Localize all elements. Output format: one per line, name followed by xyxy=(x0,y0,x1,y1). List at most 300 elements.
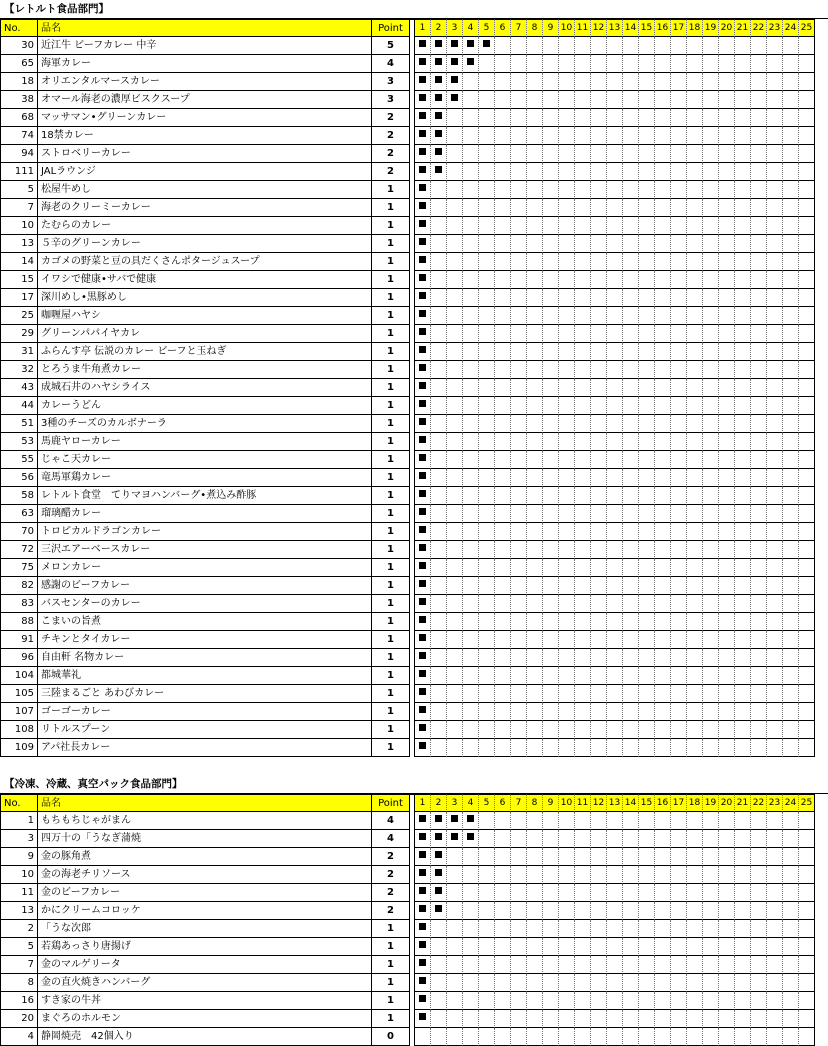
cell-tally[interactable] xyxy=(751,181,767,199)
cell-tally[interactable] xyxy=(527,199,543,217)
cell-tally[interactable] xyxy=(463,938,479,956)
cell-tally[interactable] xyxy=(623,37,639,55)
cell-tally[interactable] xyxy=(447,451,463,469)
cell-tally[interactable] xyxy=(751,73,767,91)
cell-tally[interactable] xyxy=(655,217,671,235)
cell-tally[interactable] xyxy=(719,235,735,253)
cell-tally[interactable] xyxy=(559,830,575,848)
cell-tally[interactable] xyxy=(591,685,607,703)
cell-tally[interactable] xyxy=(591,902,607,920)
cell-tally[interactable] xyxy=(639,848,655,866)
cell-tally[interactable] xyxy=(607,523,623,541)
cell-tally[interactable] xyxy=(719,812,735,830)
cell-tally[interactable] xyxy=(719,91,735,109)
cell-tally[interactable] xyxy=(559,956,575,974)
cell-tally[interactable] xyxy=(783,109,799,127)
cell-tally[interactable] xyxy=(735,433,751,451)
cell-tally[interactable] xyxy=(479,721,495,739)
cell-tally[interactable] xyxy=(543,289,559,307)
cell-tally[interactable] xyxy=(719,343,735,361)
cell-tally[interactable] xyxy=(607,217,623,235)
cell-tally[interactable] xyxy=(623,505,639,523)
cell-tally[interactable] xyxy=(543,253,559,271)
cell-tally[interactable] xyxy=(463,1028,479,1046)
cell-tally[interactable] xyxy=(463,685,479,703)
cell-tally[interactable] xyxy=(655,884,671,902)
cell-tally[interactable] xyxy=(639,217,655,235)
cell-tally[interactable] xyxy=(719,289,735,307)
cell-tally[interactable] xyxy=(527,938,543,956)
cell-tally[interactable] xyxy=(527,956,543,974)
cell-tally[interactable] xyxy=(799,73,815,91)
cell-tally[interactable] xyxy=(479,866,495,884)
cell-tally[interactable] xyxy=(783,73,799,91)
cell-tally[interactable] xyxy=(767,361,783,379)
cell-tally[interactable] xyxy=(735,109,751,127)
cell-tally[interactable] xyxy=(687,73,703,91)
cell-tally[interactable] xyxy=(783,199,799,217)
cell-tally[interactable] xyxy=(735,487,751,505)
cell-tally[interactable] xyxy=(735,812,751,830)
cell-tally[interactable] xyxy=(735,451,751,469)
cell-tally[interactable] xyxy=(527,325,543,343)
cell-tally[interactable] xyxy=(687,145,703,163)
cell-tally[interactable] xyxy=(751,884,767,902)
cell-tally[interactable] xyxy=(415,956,431,974)
cell-tally[interactable] xyxy=(431,559,447,577)
cell-tally[interactable] xyxy=(511,1028,527,1046)
cell-no[interactable]: 17 xyxy=(0,289,38,307)
cell-tally[interactable] xyxy=(623,325,639,343)
cell-tally[interactable] xyxy=(463,649,479,667)
cell-tally[interactable] xyxy=(767,992,783,1010)
cell-tally[interactable] xyxy=(671,469,687,487)
cell-tally[interactable] xyxy=(591,739,607,757)
cell-tally[interactable] xyxy=(575,199,591,217)
cell-tally[interactable] xyxy=(607,974,623,992)
cell-tally[interactable] xyxy=(447,127,463,145)
cell-tally[interactable] xyxy=(751,415,767,433)
cell-tally[interactable] xyxy=(543,595,559,613)
cell-name[interactable]: 金の海老チリソース xyxy=(38,866,372,884)
cell-tally[interactable] xyxy=(415,217,431,235)
cell-point[interactable]: 2 xyxy=(372,866,410,884)
cell-tally[interactable] xyxy=(703,289,719,307)
cell-tally[interactable] xyxy=(799,469,815,487)
cell-tally[interactable] xyxy=(751,812,767,830)
cell-tally[interactable] xyxy=(767,379,783,397)
cell-tally[interactable] xyxy=(783,613,799,631)
cell-tally[interactable] xyxy=(511,397,527,415)
cell-tally[interactable] xyxy=(783,163,799,181)
cell-tally[interactable] xyxy=(799,325,815,343)
cell-tally[interactable] xyxy=(591,559,607,577)
cell-tally[interactable] xyxy=(687,902,703,920)
cell-tally[interactable] xyxy=(783,541,799,559)
cell-tally[interactable] xyxy=(559,307,575,325)
cell-tally[interactable] xyxy=(447,613,463,631)
cell-tally[interactable] xyxy=(703,325,719,343)
cell-tally[interactable] xyxy=(623,523,639,541)
cell-tally[interactable] xyxy=(495,938,511,956)
cell-tally[interactable] xyxy=(431,649,447,667)
cell-tally[interactable] xyxy=(671,613,687,631)
cell-tally[interactable] xyxy=(575,631,591,649)
cell-tally[interactable] xyxy=(495,830,511,848)
cell-tally[interactable] xyxy=(719,902,735,920)
cell-tally[interactable] xyxy=(671,91,687,109)
cell-tally[interactable] xyxy=(463,109,479,127)
cell-tally[interactable] xyxy=(783,469,799,487)
cell-tally[interactable] xyxy=(687,541,703,559)
cell-tally[interactable] xyxy=(719,361,735,379)
cell-tally[interactable] xyxy=(655,145,671,163)
cell-tally[interactable] xyxy=(703,505,719,523)
cell-tally[interactable] xyxy=(495,992,511,1010)
cell-tally[interactable] xyxy=(415,379,431,397)
cell-tally[interactable] xyxy=(511,91,527,109)
cell-tally[interactable] xyxy=(495,974,511,992)
cell-tally[interactable] xyxy=(655,902,671,920)
cell-tally[interactable] xyxy=(463,866,479,884)
cell-name[interactable]: レトルト食堂 てりマヨハンバーグ•煮込み酢豚 xyxy=(38,487,372,505)
cell-tally[interactable] xyxy=(479,253,495,271)
cell-tally[interactable] xyxy=(591,271,607,289)
cell-point[interactable]: 1 xyxy=(372,433,410,451)
cell-tally[interactable] xyxy=(607,1010,623,1028)
cell-tally[interactable] xyxy=(703,91,719,109)
cell-tally[interactable] xyxy=(783,848,799,866)
cell-tally[interactable] xyxy=(415,938,431,956)
cell-tally[interactable] xyxy=(575,577,591,595)
cell-tally[interactable] xyxy=(447,812,463,830)
cell-tally[interactable] xyxy=(799,667,815,685)
cell-tally[interactable] xyxy=(639,37,655,55)
cell-tally[interactable] xyxy=(479,415,495,433)
cell-tally[interactable] xyxy=(783,379,799,397)
cell-tally[interactable] xyxy=(527,902,543,920)
cell-tally[interactable] xyxy=(511,992,527,1010)
cell-tally[interactable] xyxy=(719,325,735,343)
cell-tally[interactable] xyxy=(751,920,767,938)
cell-tally[interactable] xyxy=(623,163,639,181)
cell-tally[interactable] xyxy=(495,577,511,595)
cell-name[interactable]: バスセンターのカレー xyxy=(38,595,372,613)
cell-tally[interactable] xyxy=(575,920,591,938)
cell-tally[interactable] xyxy=(687,127,703,145)
cell-tally[interactable] xyxy=(639,361,655,379)
cell-tally[interactable] xyxy=(799,559,815,577)
cell-name[interactable]: 若鶏あっさり唐揚げ xyxy=(38,938,372,956)
cell-tally[interactable] xyxy=(623,397,639,415)
cell-tally[interactable] xyxy=(543,199,559,217)
cell-tally[interactable] xyxy=(543,487,559,505)
cell-tally[interactable] xyxy=(687,956,703,974)
cell-tally[interactable] xyxy=(495,469,511,487)
cell-tally[interactable] xyxy=(767,109,783,127)
cell-tally[interactable] xyxy=(415,1010,431,1028)
cell-tally[interactable] xyxy=(623,145,639,163)
cell-tally[interactable] xyxy=(655,163,671,181)
cell-tally[interactable] xyxy=(735,739,751,757)
cell-tally[interactable] xyxy=(591,1028,607,1046)
cell-name[interactable]: メロンカレー xyxy=(38,559,372,577)
cell-tally[interactable] xyxy=(463,73,479,91)
cell-tally[interactable] xyxy=(767,1028,783,1046)
cell-tally[interactable] xyxy=(479,956,495,974)
cell-tally[interactable] xyxy=(767,307,783,325)
cell-point[interactable]: 1 xyxy=(372,703,410,721)
cell-no[interactable]: 109 xyxy=(0,739,38,757)
cell-tally[interactable] xyxy=(479,289,495,307)
cell-tally[interactable] xyxy=(751,595,767,613)
cell-tally[interactable] xyxy=(559,361,575,379)
cell-tally[interactable] xyxy=(735,307,751,325)
cell-tally[interactable] xyxy=(463,217,479,235)
cell-tally[interactable] xyxy=(479,127,495,145)
cell-tally[interactable] xyxy=(559,848,575,866)
cell-tally[interactable] xyxy=(783,884,799,902)
cell-tally[interactable] xyxy=(527,992,543,1010)
cell-tally[interactable] xyxy=(575,884,591,902)
cell-tally[interactable] xyxy=(767,253,783,271)
cell-tally[interactable] xyxy=(799,379,815,397)
cell-tally[interactable] xyxy=(607,433,623,451)
cell-name[interactable]: マッサマン•グリーンカレー xyxy=(38,109,372,127)
cell-tally[interactable] xyxy=(559,1028,575,1046)
cell-no[interactable]: 51 xyxy=(0,415,38,433)
cell-tally[interactable] xyxy=(575,848,591,866)
cell-tally[interactable] xyxy=(799,812,815,830)
cell-tally[interactable] xyxy=(655,649,671,667)
cell-name[interactable]: かにクリームコロッケ xyxy=(38,902,372,920)
cell-tally[interactable] xyxy=(639,667,655,685)
cell-tally[interactable] xyxy=(655,505,671,523)
cell-tally[interactable] xyxy=(543,559,559,577)
cell-tally[interactable] xyxy=(799,487,815,505)
cell-tally[interactable] xyxy=(655,235,671,253)
cell-tally[interactable] xyxy=(703,1028,719,1046)
cell-tally[interactable] xyxy=(559,613,575,631)
cell-tally[interactable] xyxy=(687,253,703,271)
cell-tally[interactable] xyxy=(527,217,543,235)
cell-tally[interactable] xyxy=(543,956,559,974)
cell-tally[interactable] xyxy=(575,541,591,559)
cell-tally[interactable] xyxy=(415,451,431,469)
cell-tally[interactable] xyxy=(703,721,719,739)
cell-tally[interactable] xyxy=(607,721,623,739)
cell-tally[interactable] xyxy=(783,325,799,343)
cell-tally[interactable] xyxy=(735,631,751,649)
cell-tally[interactable] xyxy=(447,956,463,974)
cell-tally[interactable] xyxy=(703,163,719,181)
cell-tally[interactable] xyxy=(623,541,639,559)
cell-tally[interactable] xyxy=(559,181,575,199)
cell-tally[interactable] xyxy=(575,91,591,109)
cell-no[interactable]: 56 xyxy=(0,469,38,487)
cell-tally[interactable] xyxy=(543,812,559,830)
cell-point[interactable]: 2 xyxy=(372,163,410,181)
cell-tally[interactable] xyxy=(479,55,495,73)
cell-tally[interactable] xyxy=(431,523,447,541)
cell-tally[interactable] xyxy=(447,739,463,757)
cell-tally[interactable] xyxy=(655,830,671,848)
cell-tally[interactable] xyxy=(479,487,495,505)
cell-tally[interactable] xyxy=(687,884,703,902)
cell-tally[interactable] xyxy=(639,163,655,181)
cell-tally[interactable] xyxy=(511,920,527,938)
cell-tally[interactable] xyxy=(591,523,607,541)
cell-tally[interactable] xyxy=(639,253,655,271)
cell-tally[interactable] xyxy=(655,289,671,307)
cell-tally[interactable] xyxy=(495,127,511,145)
cell-tally[interactable] xyxy=(559,289,575,307)
cell-tally[interactable] xyxy=(511,55,527,73)
cell-tally[interactable] xyxy=(719,721,735,739)
cell-tally[interactable] xyxy=(719,379,735,397)
cell-tally[interactable] xyxy=(527,830,543,848)
cell-tally[interactable] xyxy=(479,235,495,253)
cell-no[interactable]: 43 xyxy=(0,379,38,397)
cell-tally[interactable] xyxy=(671,397,687,415)
cell-tally[interactable] xyxy=(495,739,511,757)
cell-tally[interactable] xyxy=(415,487,431,505)
cell-tally[interactable] xyxy=(543,703,559,721)
cell-tally[interactable] xyxy=(543,109,559,127)
cell-tally[interactable] xyxy=(463,469,479,487)
cell-tally[interactable] xyxy=(687,613,703,631)
cell-tally[interactable] xyxy=(463,343,479,361)
cell-name[interactable]: こまいの旨煮 xyxy=(38,613,372,631)
cell-tally[interactable] xyxy=(511,577,527,595)
cell-tally[interactable] xyxy=(575,469,591,487)
cell-tally[interactable] xyxy=(719,505,735,523)
cell-tally[interactable] xyxy=(735,145,751,163)
cell-tally[interactable] xyxy=(575,433,591,451)
cell-tally[interactable] xyxy=(495,361,511,379)
cell-no[interactable]: 20 xyxy=(0,1010,38,1028)
cell-tally[interactable] xyxy=(783,559,799,577)
cell-tally[interactable] xyxy=(511,721,527,739)
cell-tally[interactable] xyxy=(767,920,783,938)
cell-tally[interactable] xyxy=(543,920,559,938)
cell-tally[interactable] xyxy=(671,974,687,992)
cell-tally[interactable] xyxy=(575,956,591,974)
cell-tally[interactable] xyxy=(623,613,639,631)
cell-tally[interactable] xyxy=(655,866,671,884)
cell-tally[interactable] xyxy=(479,451,495,469)
cell-tally[interactable] xyxy=(431,505,447,523)
cell-tally[interactable] xyxy=(575,307,591,325)
cell-tally[interactable] xyxy=(463,361,479,379)
cell-name[interactable]: 近江牛 ビーフカレー 中辛 xyxy=(38,37,372,55)
cell-tally[interactable] xyxy=(479,848,495,866)
cell-point[interactable]: 1 xyxy=(372,992,410,1010)
cell-tally[interactable] xyxy=(559,721,575,739)
cell-name[interactable]: 金の直火焼きハンバーグ xyxy=(38,974,372,992)
cell-tally[interactable] xyxy=(687,415,703,433)
cell-tally[interactable] xyxy=(735,541,751,559)
cell-tally[interactable] xyxy=(543,505,559,523)
cell-tally[interactable] xyxy=(799,163,815,181)
cell-tally[interactable] xyxy=(543,866,559,884)
cell-tally[interactable] xyxy=(735,595,751,613)
cell-tally[interactable] xyxy=(495,812,511,830)
cell-tally[interactable] xyxy=(799,523,815,541)
cell-tally[interactable] xyxy=(767,685,783,703)
cell-tally[interactable] xyxy=(703,487,719,505)
cell-tally[interactable] xyxy=(703,938,719,956)
cell-tally[interactable] xyxy=(463,595,479,613)
cell-tally[interactable] xyxy=(767,956,783,974)
cell-tally[interactable] xyxy=(639,721,655,739)
cell-tally[interactable] xyxy=(591,1010,607,1028)
cell-tally[interactable] xyxy=(479,379,495,397)
cell-tally[interactable] xyxy=(703,109,719,127)
cell-tally[interactable] xyxy=(719,703,735,721)
cell-tally[interactable] xyxy=(751,703,767,721)
cell-tally[interactable] xyxy=(703,667,719,685)
cell-tally[interactable] xyxy=(671,127,687,145)
cell-tally[interactable] xyxy=(447,109,463,127)
cell-tally[interactable] xyxy=(703,866,719,884)
cell-tally[interactable] xyxy=(767,451,783,469)
cell-tally[interactable] xyxy=(591,866,607,884)
cell-name[interactable]: 海軍カレー xyxy=(38,55,372,73)
cell-tally[interactable] xyxy=(543,325,559,343)
cell-tally[interactable] xyxy=(479,685,495,703)
cell-tally[interactable] xyxy=(687,866,703,884)
cell-tally[interactable] xyxy=(751,866,767,884)
cell-tally[interactable] xyxy=(591,469,607,487)
cell-no[interactable]: 44 xyxy=(0,397,38,415)
cell-tally[interactable] xyxy=(479,343,495,361)
cell-tally[interactable] xyxy=(623,379,639,397)
cell-tally[interactable] xyxy=(671,163,687,181)
cell-tally[interactable] xyxy=(735,559,751,577)
cell-tally[interactable] xyxy=(431,830,447,848)
cell-tally[interactable] xyxy=(463,956,479,974)
cell-tally[interactable] xyxy=(719,109,735,127)
cell-tally[interactable] xyxy=(447,91,463,109)
cell-tally[interactable] xyxy=(543,217,559,235)
cell-tally[interactable] xyxy=(735,235,751,253)
cell-tally[interactable] xyxy=(591,505,607,523)
cell-tally[interactable] xyxy=(719,271,735,289)
cell-tally[interactable] xyxy=(463,667,479,685)
cell-tally[interactable] xyxy=(751,685,767,703)
cell-tally[interactable] xyxy=(719,577,735,595)
cell-tally[interactable] xyxy=(671,649,687,667)
cell-tally[interactable] xyxy=(751,505,767,523)
cell-no[interactable]: 75 xyxy=(0,559,38,577)
cell-tally[interactable] xyxy=(783,595,799,613)
cell-tally[interactable] xyxy=(623,830,639,848)
cell-no[interactable]: 13 xyxy=(0,902,38,920)
cell-tally[interactable] xyxy=(575,613,591,631)
cell-tally[interactable] xyxy=(447,235,463,253)
cell-tally[interactable] xyxy=(703,271,719,289)
cell-tally[interactable] xyxy=(575,703,591,721)
cell-tally[interactable] xyxy=(415,541,431,559)
cell-tally[interactable] xyxy=(591,812,607,830)
cell-tally[interactable] xyxy=(511,379,527,397)
cell-no[interactable]: 29 xyxy=(0,325,38,343)
cell-tally[interactable] xyxy=(655,667,671,685)
cell-tally[interactable] xyxy=(575,505,591,523)
cell-tally[interactable] xyxy=(543,884,559,902)
cell-tally[interactable] xyxy=(783,523,799,541)
